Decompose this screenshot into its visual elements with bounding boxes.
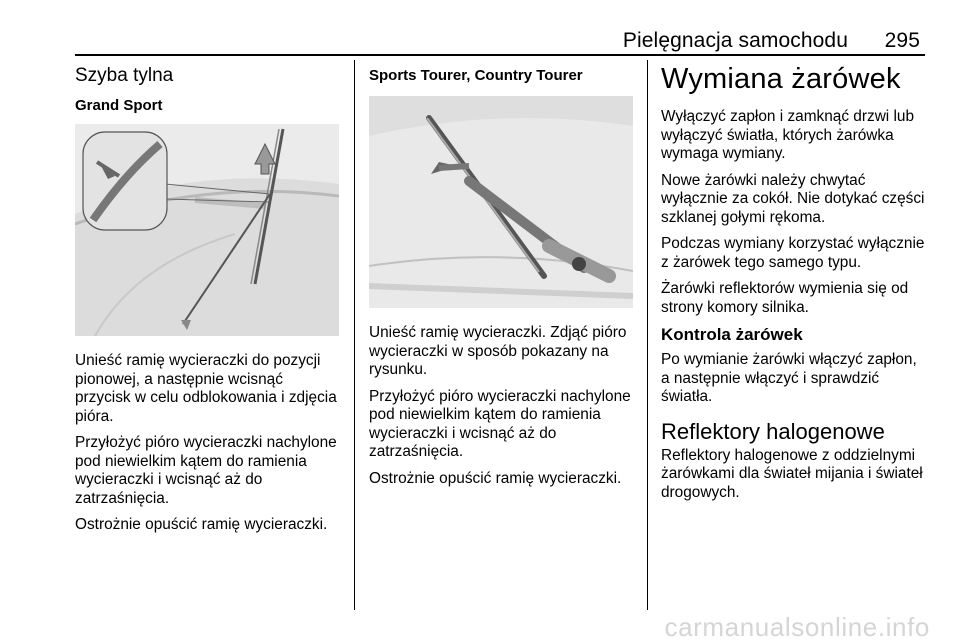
paragraph: Ostrożnie opuścić ramię wycieraczki. — [75, 516, 328, 533]
wiper-illustration-grand-sport — [75, 124, 339, 336]
page-number: 295 — [884, 29, 920, 52]
paragraph: Przyłożyć pióro wycieraczki nachylone pod niewielkim kątem do ramienia wycieraczki i wcisnąć aż do zatrzaśnięcia. — [369, 387, 631, 460]
column-divider — [354, 60, 355, 610]
paragraph: Wyłączyć zapłon i zamknąć drzwi lub wyłączyć światła, których żarówka wymaga wymiany. — [661, 108, 915, 162]
column-3 — [661, 60, 926, 510]
paragraph: Unieść ramię wycieraczki. Zdjąć pióro wycieraczki w sposób pokazany na rysunku. — [369, 324, 627, 378]
main-heading: Wymiana żarówek — [661, 63, 901, 95]
paragraph: Unieść ramię wycieraczki do pozycji pionowej, a następnie wcisnąć przycisk w celu odblokowania i zdjęcia pióra. — [75, 352, 337, 425]
column-1 — [75, 60, 341, 543]
section-heading: Reflektory halogenowe — [661, 418, 885, 444]
column-2 — [369, 60, 634, 496]
paragraph: Po wymianie żarówki włączyć zapłon, a następnie włączyć i sprawdzić światła. — [661, 351, 917, 405]
watermark: carmanualsonline.info — [664, 612, 930, 642]
paragraph: Reflektory halogenowe z oddzielnymi żarówkami dla świateł mijania i świateł drogowych. — [661, 446, 923, 501]
subheading: Sports Tourer, Country Tourer — [369, 67, 583, 84]
paragraph: Podczas wymiany korzystać wyłącznie z żarówek tego samego typu. — [661, 235, 925, 271]
header-title: Pielęgnacja samochodu — [622, 29, 848, 52]
paragraph: Ostrożnie opuścić ramię wycieraczki. — [369, 469, 622, 487]
subheading: Grand Sport — [75, 97, 163, 114]
header-rule — [75, 54, 925, 56]
column-divider — [647, 60, 648, 610]
paragraph: Przyłożyć pióro wycieraczki nachylone pod niewielkim kątem do ramienia wycieraczki i wcisnąć aż do zatrzaśnięcia. — [75, 434, 337, 507]
section-heading: Szyba tylna — [75, 65, 174, 86]
paragraph: Nowe żarówki należy chwytać wyłącznie za cokół. Nie dotykać części szklanej gołymi rękoma. — [661, 171, 925, 226]
subheading: Kontrola żarówek — [661, 325, 803, 344]
paragraph: Żarówki reflektorów wymienia się od strony komory silnika. — [661, 280, 909, 316]
wiper-illustration-sports-tourer — [369, 96, 633, 308]
